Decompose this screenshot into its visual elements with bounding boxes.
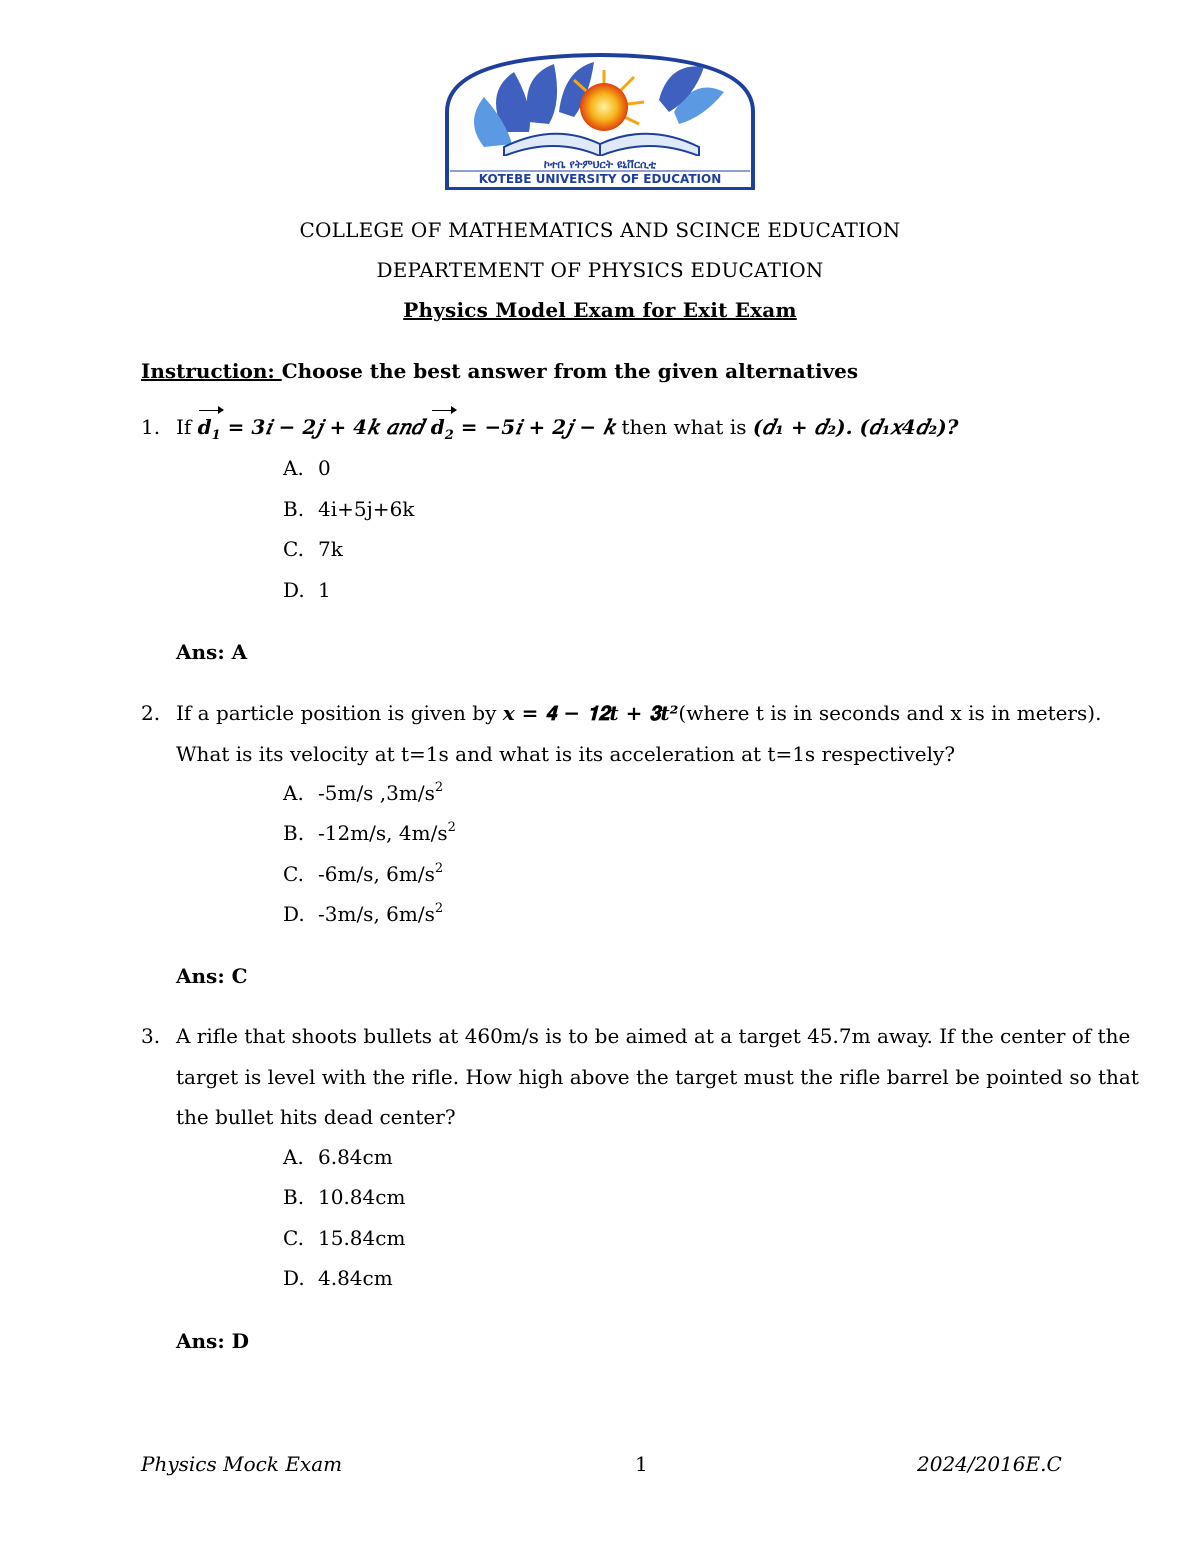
option-d[interactable]: D. 1: [283, 578, 331, 602]
option-b[interactable]: B. 10.84cm: [283, 1185, 406, 1209]
option-a[interactable]: A. 0: [283, 456, 331, 480]
option-c[interactable]: C. -6m/s, $6m/s^2$: [283, 861, 444, 886]
answer-1: Ans: A: [176, 640, 248, 664]
exam-title: Physics Model Exam for Exit Exam: [403, 298, 797, 322]
department-heading: DEPARTEMENT OF PHYSICS EDUCATION: [376, 258, 824, 282]
logo-english-text: KOTEBE UNIVERSITY OF EDUCATION: [478, 172, 722, 186]
university-logo: [444, 52, 756, 190]
instruction-text: Choose the best answer from the given alternatives: [281, 359, 859, 383]
footer-left: Physics Mock Exam: [141, 1452, 343, 1476]
question-number: 1.: [141, 415, 161, 439]
question-text: If $d_1$ = 3𝑖 − 2𝑗 + 4𝑘 𝑎𝑛𝑑 $d_2$ = −5𝑖 + 2𝑗 − 𝑘 then what is (𝑑₁ + 𝑑₂). (𝑑₁𝑥4𝑑₂)?: [176, 407, 1176, 457]
option-c[interactable]: C. 15.84cm: [283, 1226, 406, 1250]
instruction-label: Instruction:: [141, 359, 282, 383]
option-a[interactable]: A. -5m/s $,3m/s^2$: [283, 780, 444, 805]
option-d[interactable]: D. 4.84cm: [283, 1266, 393, 1290]
question-text: If a particle position is given by 𝒙 = 𝟒 − 𝟏𝟐𝒕 + 𝟑𝒕²(where t is in seconds and x is in meters). What is its velocity at t=1s and what is its acceleration at t=1s respectively?: [176, 701, 1102, 766]
question-text: A rifle that shoots bullets at 460m/s is to be aimed at a target 45.7m away. If the center of the target is level with the rifle. How high above the target must the rifle barrel be pointed so that the bullet hits dead center?: [176, 1024, 1139, 1129]
option-d[interactable]: D. -3m/s, $6m/s^2$: [283, 901, 444, 926]
answer-2: Ans: C: [176, 964, 248, 988]
question-number: 3.: [141, 1024, 161, 1048]
instruction: [141, 359, 858, 383]
option-a[interactable]: A. 6.84cm: [283, 1145, 393, 1169]
page-number: 1: [635, 1452, 648, 1476]
option-b[interactable]: B. 4i+5j+6k: [283, 497, 415, 521]
option-b[interactable]: B. -12m/s, $4m/s^2$: [283, 820, 456, 845]
question-number: 2.: [141, 701, 161, 725]
logo-amharic-text: ኮተቤ የትምህርት ዩኒቨርሲቲ: [543, 158, 657, 171]
footer-right: 2024/2016E.C: [917, 1452, 1062, 1476]
option-c[interactable]: C. 7k: [283, 537, 343, 561]
college-heading: COLLEGE OF MATHEMATICS AND SCINCE EDUCATION: [299, 218, 901, 242]
answer-3: Ans: D: [176, 1329, 250, 1353]
